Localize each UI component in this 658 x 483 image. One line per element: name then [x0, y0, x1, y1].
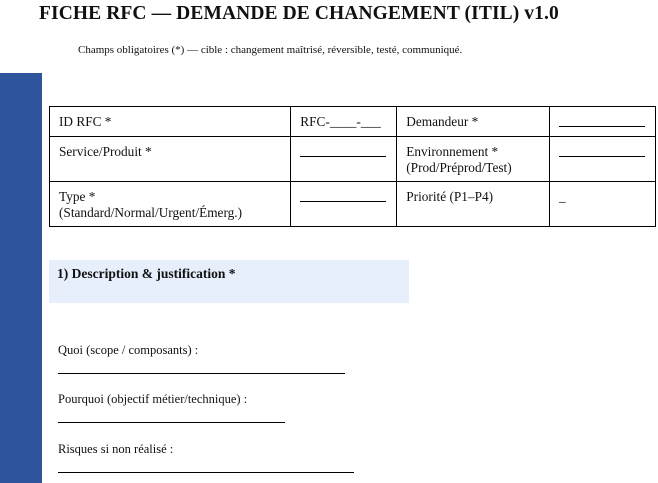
service-produit-field[interactable]	[291, 137, 397, 182]
table-row	[50, 137, 656, 182]
risques-input-line[interactable]	[58, 472, 354, 473]
risques-label: Risques si non réalisé :	[58, 442, 174, 456]
page-subtitle: Champs obligatoires (*) — cible : changement maîtrisé, réversible, testé, communiqué.	[78, 44, 463, 56]
type-label-text: Type *	[59, 189, 96, 204]
pourquoi-label: Pourquoi (objectif métier/technique) :	[58, 392, 248, 406]
sidebar-accent-bar	[0, 73, 42, 483]
section-description-header	[49, 260, 409, 303]
id-rfc-label: ID RFC *	[50, 107, 291, 137]
id-rfc-field[interactable]: RFC-____-___	[291, 107, 397, 137]
priorite-field[interactable]: _	[549, 182, 655, 227]
page-title: FICHE RFC — DEMANDE DE CHANGEMENT (ITIL) v1.0	[39, 3, 559, 24]
demandeur-field[interactable]	[549, 107, 655, 137]
type-note: (Standard/Normal/Urgent/Émerg.)	[59, 205, 243, 220]
type-label	[50, 182, 291, 227]
environnement-label-text: Environnement *	[406, 144, 499, 159]
demandeur-label: Demandeur *	[397, 107, 550, 137]
table-row	[50, 182, 656, 227]
service-produit-label-text: Service/Produit *	[59, 144, 152, 159]
quoi-label: Quoi (scope / composants) :	[58, 343, 199, 357]
table-row	[50, 107, 656, 137]
environnement-note: (Prod/Préprod/Test)	[406, 160, 512, 175]
rfc-info-table	[49, 106, 656, 227]
section-title: 1) Description & justification *	[57, 266, 236, 281]
quoi-input-line[interactable]	[58, 373, 345, 374]
environnement-field[interactable]	[549, 137, 655, 182]
service-produit-label	[50, 137, 291, 182]
priorite-label: Priorité (P1–P4)	[397, 182, 550, 227]
pourquoi-input-line[interactable]	[58, 422, 285, 423]
environnement-label	[397, 137, 550, 182]
type-field[interactable]	[291, 182, 397, 227]
